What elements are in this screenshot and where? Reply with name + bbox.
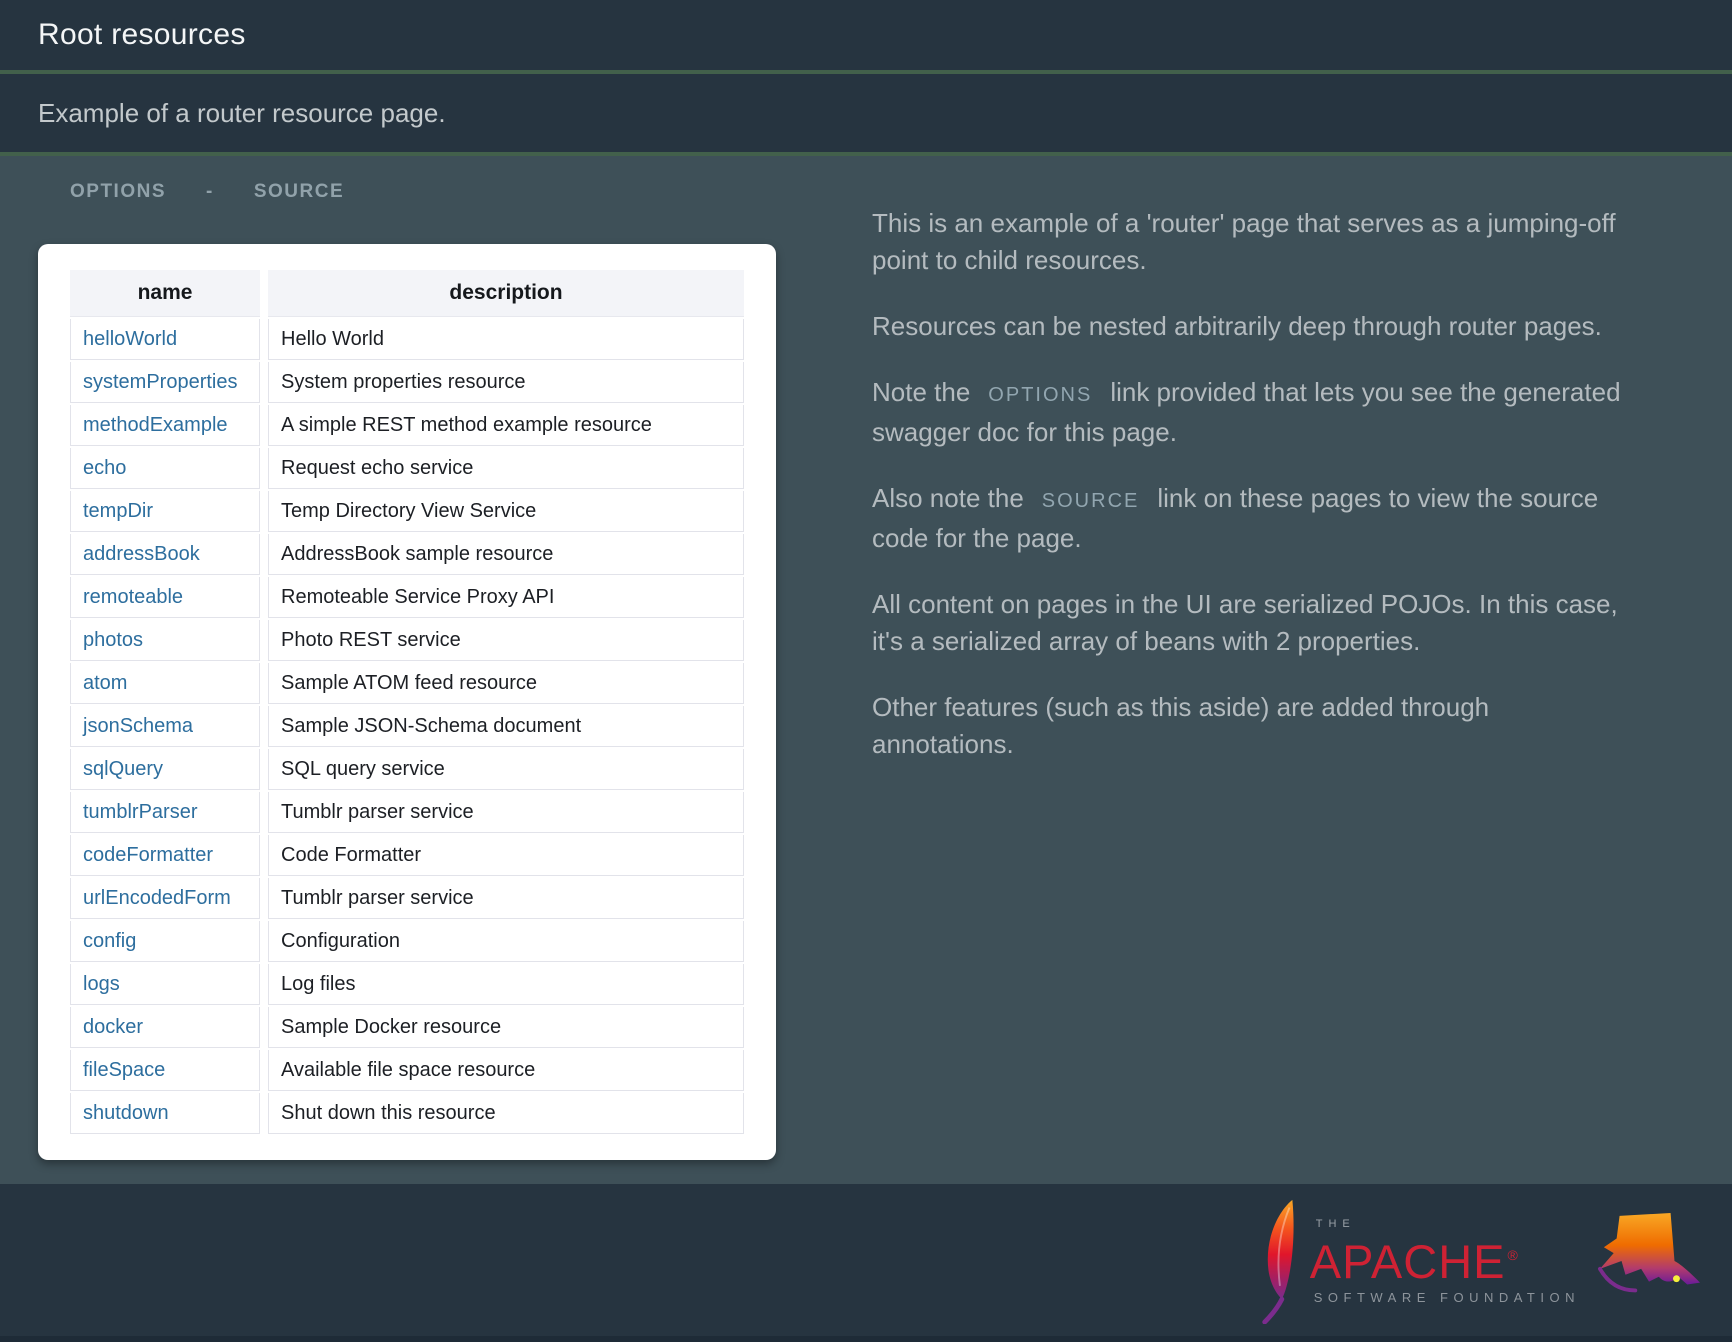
resource-link[interactable]: tumblrParser <box>83 801 198 823</box>
table-row <box>70 792 744 833</box>
aside-text: link on these pages to view the source code for the page. <box>872 483 1599 553</box>
description-cell: Sample ATOM feed resource <box>268 663 744 704</box>
resource-link[interactable]: echo <box>83 457 127 479</box>
name-cell <box>70 706 260 747</box>
options-inline-link[interactable]: OPTIONS <box>988 384 1093 406</box>
description-cell: Log files <box>268 964 744 1005</box>
aside-text: Note the <box>872 377 971 407</box>
name-cell <box>70 792 260 833</box>
description-cell: Temp Directory View Service <box>268 491 744 532</box>
name-cell <box>70 663 260 704</box>
aside-paragraph: This is an example of a 'router' page that serves as a jumping-off point to child resources. <box>872 208 1616 275</box>
aside-text: link provided that lets you see the generated swagger doc for this page. <box>872 377 1621 447</box>
description-cell: AddressBook sample resource <box>268 534 744 575</box>
subtitle-bar <box>0 74 1732 152</box>
table-row <box>70 706 744 747</box>
resource-link[interactable]: tempDir <box>83 500 154 522</box>
resources-card <box>38 244 776 1160</box>
bottom-edge-strip <box>0 1336 1732 1342</box>
table-row <box>70 1050 744 1091</box>
left-column <box>38 156 776 1160</box>
resources-table <box>62 268 752 1136</box>
resource-link[interactable]: sqlQuery <box>83 758 164 780</box>
registered-mark: ® <box>1507 1246 1519 1263</box>
table-row <box>70 319 744 360</box>
name-cell <box>70 1093 260 1134</box>
table-row <box>70 577 744 618</box>
resource-link[interactable]: helloWorld <box>83 328 178 350</box>
table-header-row <box>70 270 744 317</box>
main-content <box>0 156 1732 1184</box>
resource-link[interactable]: addressBook <box>83 543 200 565</box>
alaska-shape-icon <box>1590 1210 1708 1312</box>
description-cell: Sample Docker resource <box>268 1007 744 1048</box>
name-cell <box>70 362 260 403</box>
description-cell: Photo REST service <box>268 620 744 661</box>
name-cell <box>70 1007 260 1048</box>
resource-link[interactable]: codeFormatter <box>83 844 214 866</box>
table-row <box>70 448 744 489</box>
description-cell: Code Formatter <box>268 835 744 876</box>
aside-paragraph <box>872 374 1634 451</box>
description-cell: Configuration <box>268 921 744 962</box>
description-cell: Remoteable Service Proxy API <box>268 577 744 618</box>
column-header-name: name <box>70 270 260 317</box>
apache-logo-text <box>1310 1218 1580 1305</box>
source-inline-link[interactable]: SOURCE <box>1041 490 1140 512</box>
description-cell: Tumblr parser service <box>268 878 744 919</box>
resource-link[interactable]: config <box>83 930 137 952</box>
description-cell: A simple REST method example resource <box>268 405 744 446</box>
name-cell <box>70 577 260 618</box>
resource-link[interactable]: urlEncodedForm <box>83 887 231 909</box>
description-cell: System properties resource <box>268 362 744 403</box>
name-cell <box>70 448 260 489</box>
description-cell: SQL query service <box>268 749 744 790</box>
description-cell: Hello World <box>268 319 744 360</box>
table-row <box>70 749 744 790</box>
aside-text: Also note the <box>872 483 1024 513</box>
name-cell <box>70 405 260 446</box>
description-cell: Tumblr parser service <box>268 792 744 833</box>
footer <box>0 1184 1732 1342</box>
aside-paragraph: Other features (such as this aside) are added through annotations. <box>872 692 1490 759</box>
description-cell: Sample JSON-Schema document <box>268 706 744 747</box>
source-link[interactable]: SOURCE <box>253 180 345 202</box>
resource-link[interactable]: methodExample <box>83 414 228 436</box>
column-header-description: description <box>268 270 744 317</box>
table-row <box>70 964 744 1005</box>
resource-link[interactable]: remoteable <box>83 586 184 608</box>
name-cell <box>70 319 260 360</box>
table-row <box>70 921 744 962</box>
resource-link[interactable]: systemProperties <box>83 371 238 393</box>
name-cell <box>70 878 260 919</box>
page-subtitle: Example of a router resource page. <box>38 97 446 128</box>
resource-link[interactable]: atom <box>83 672 128 694</box>
name-cell <box>70 1050 260 1091</box>
aside-paragraph <box>872 480 1634 557</box>
resource-link[interactable]: logs <box>83 973 120 995</box>
name-cell <box>70 534 260 575</box>
description-cell: Available file space resource <box>268 1050 744 1091</box>
logo-subtitle-label: SOFTWARE FOUNDATION <box>1313 1289 1580 1305</box>
name-cell <box>70 964 260 1005</box>
aside-panel <box>872 156 1634 792</box>
table-row <box>70 620 744 661</box>
name-cell <box>70 620 260 661</box>
table-row <box>70 1007 744 1048</box>
aside-paragraph: Resources can be nested arbitrarily deep through router pages. <box>872 311 1602 341</box>
description-cell: Shut down this resource <box>268 1093 744 1134</box>
name-cell <box>70 491 260 532</box>
resource-link[interactable]: shutdown <box>83 1102 169 1124</box>
resource-link[interactable]: fileSpace <box>83 1059 166 1081</box>
apache-feather-icon <box>1256 1198 1302 1324</box>
toolbar-separator: - <box>206 180 214 202</box>
table-row <box>70 878 744 919</box>
resource-link[interactable]: jsonSchema <box>83 715 194 737</box>
table-row <box>70 835 744 876</box>
resource-link[interactable]: docker <box>83 1016 144 1038</box>
description-cell: Request echo service <box>268 448 744 489</box>
table-row <box>70 663 744 704</box>
table-row <box>70 534 744 575</box>
logo-the-label: THE <box>1315 1217 1356 1230</box>
logo-apache-label: APACHE ® <box>1309 1234 1519 1288</box>
name-cell <box>70 835 260 876</box>
apache-logo[interactable] <box>1256 1198 1708 1324</box>
options-link[interactable]: OPTIONS <box>70 180 167 202</box>
table-row <box>70 491 744 532</box>
aside-paragraph: All content on pages in the UI are serialized POJOs. In this case, it's a serialized array of beans with 2 properties. <box>872 589 1618 656</box>
name-cell <box>70 749 260 790</box>
page-links-toolbar <box>70 180 776 203</box>
resource-link[interactable]: photos <box>83 629 144 651</box>
table-row <box>70 362 744 403</box>
title-bar <box>0 0 1732 70</box>
table-row <box>70 1093 744 1134</box>
name-cell <box>70 921 260 962</box>
page-title: Root resources <box>38 18 246 51</box>
table-row <box>70 405 744 446</box>
